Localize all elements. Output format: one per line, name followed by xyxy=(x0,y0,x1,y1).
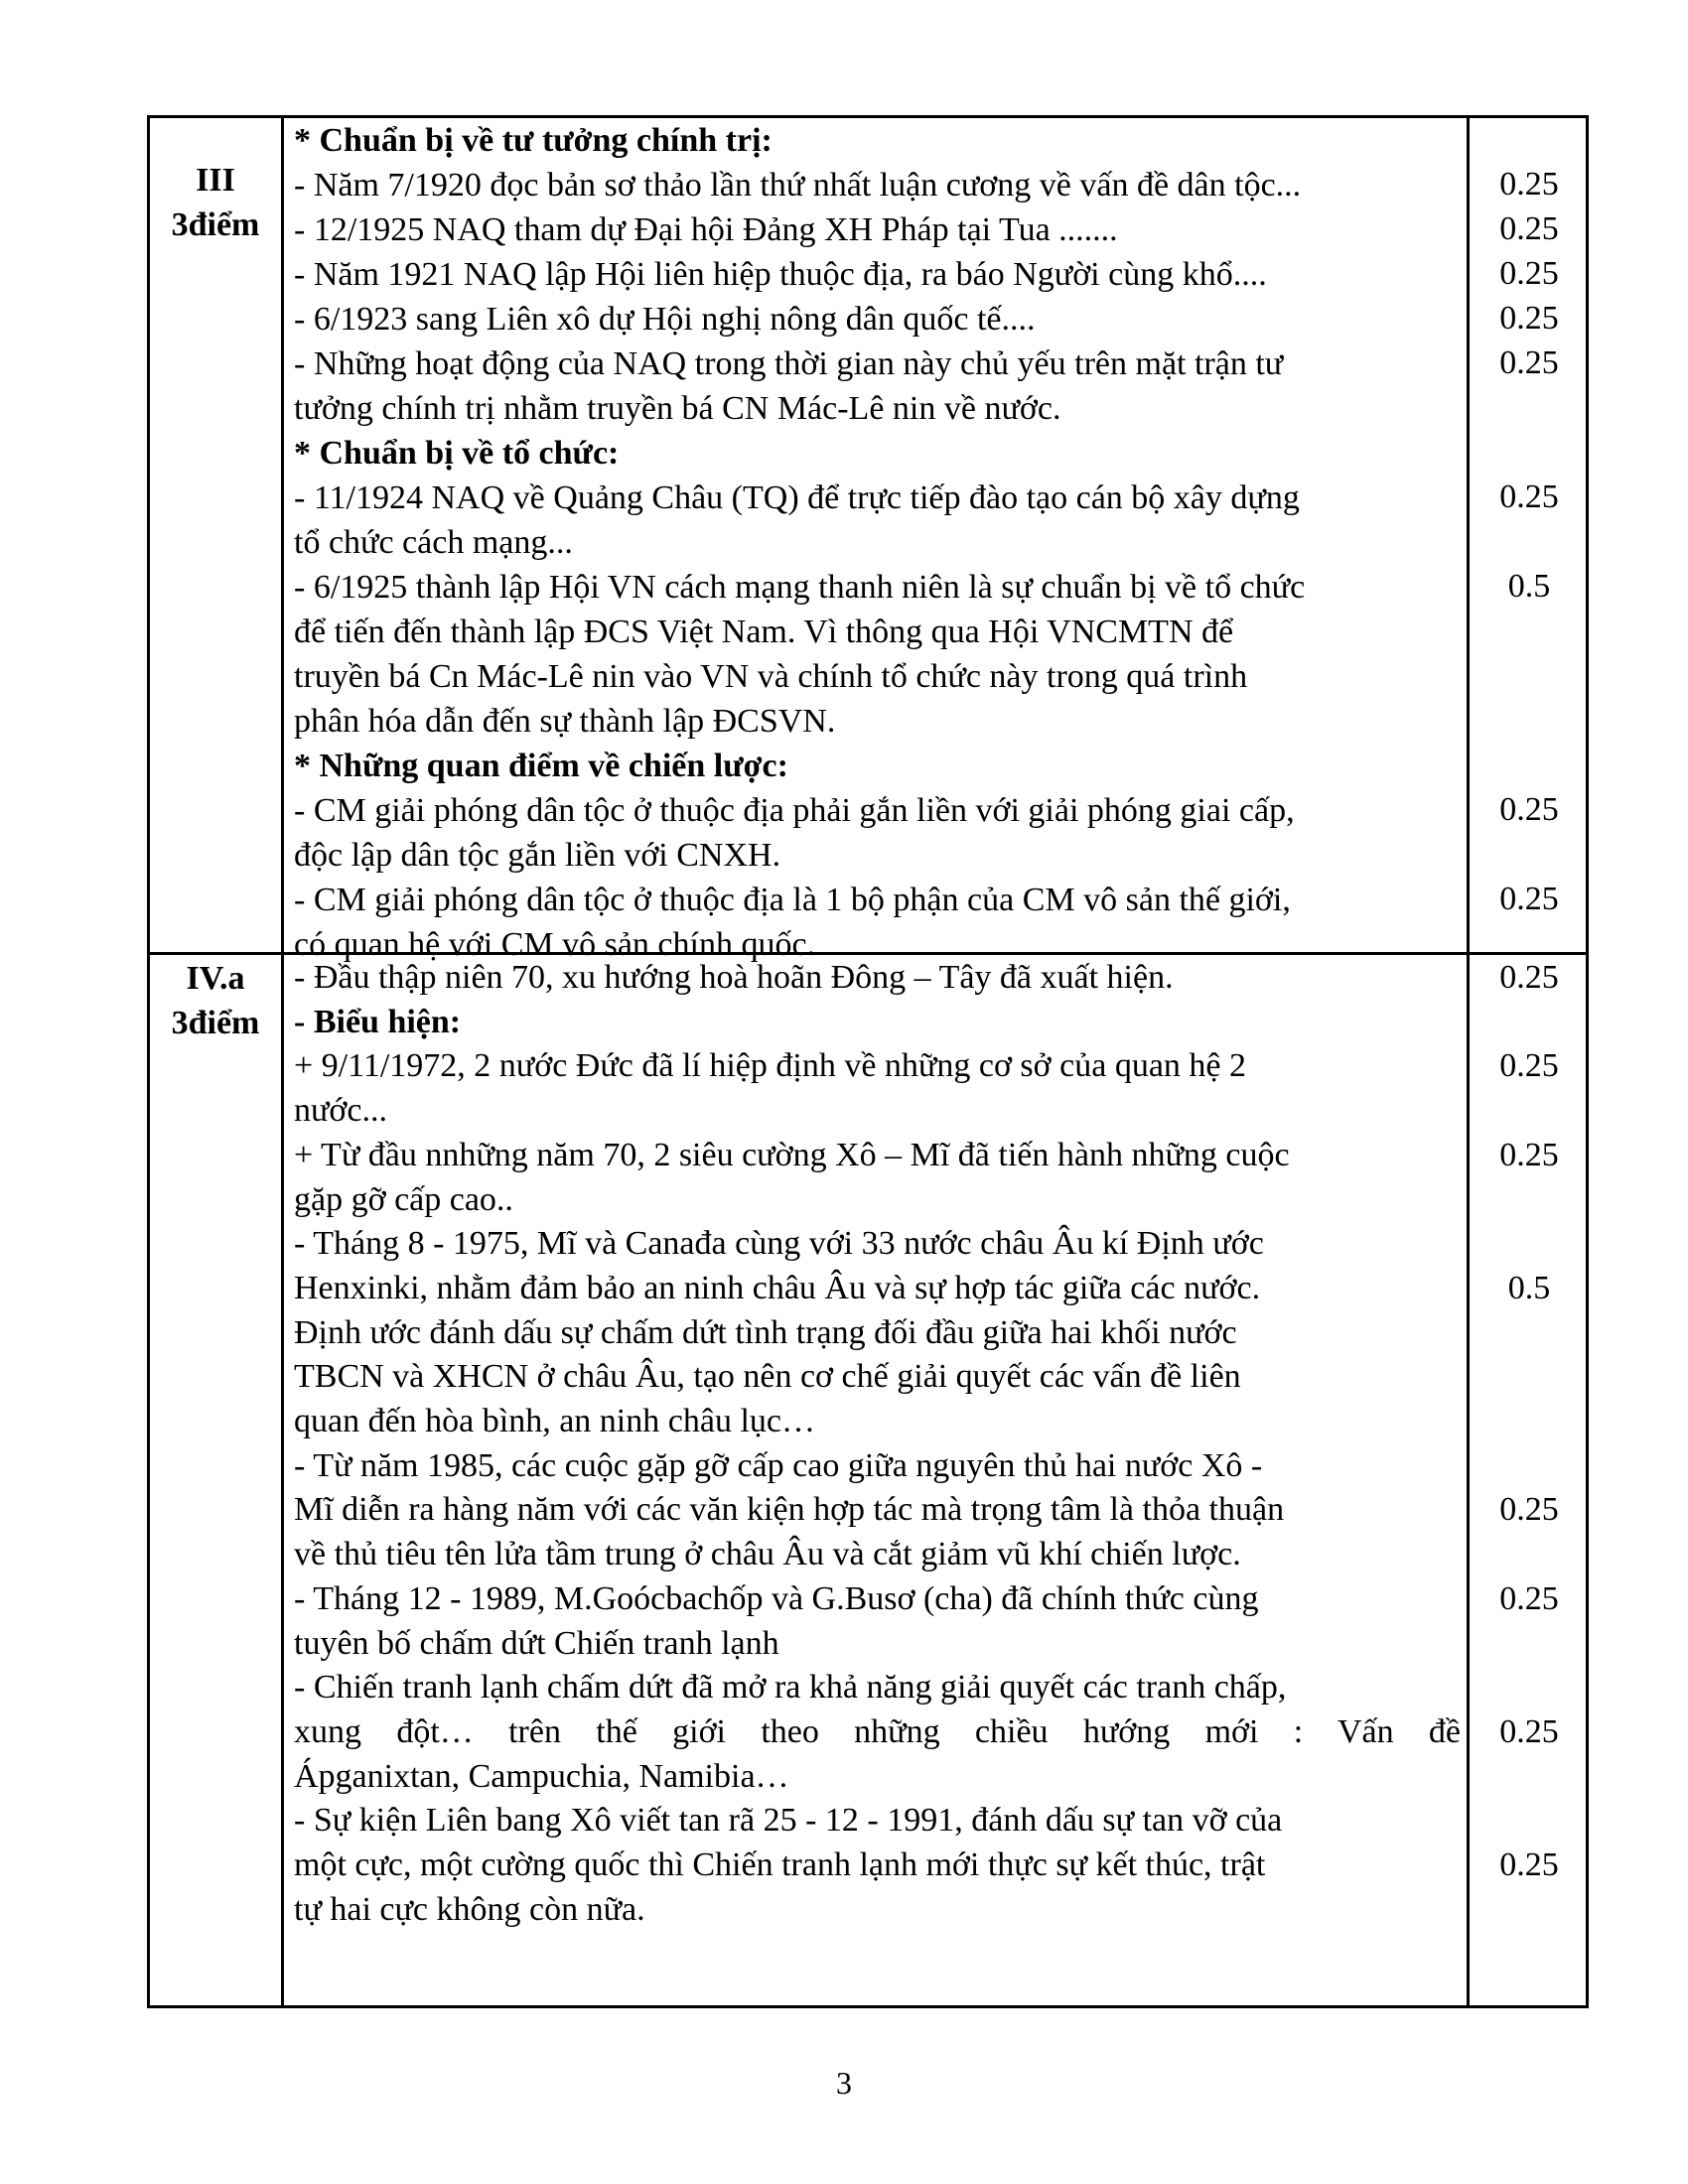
score-value: 0.25 xyxy=(1499,478,1559,515)
content-line: phân hóa dẫn đến sự thành lập ĐCSVN. xyxy=(294,703,836,740)
content-line: Định ước đánh dấu sự chấm dứt tình trạng đối đầu giữa hai khối nước xyxy=(294,1313,1237,1351)
content-line: + 9/11/1972, 2 nước Đức đã lí hiệp định về những cơ sở của quan hệ 2 xyxy=(294,1047,1247,1085)
content-line: một cực, một cường quốc thì Chiến tranh lạnh mới thực sự kết thúc, trật xyxy=(294,1846,1266,1884)
heading-strategy: * Những quan điểm về chiến lược: xyxy=(294,748,788,784)
score-value: 0.25 xyxy=(1499,1136,1559,1173)
score-value: 0.5 xyxy=(1507,568,1551,605)
content-line: - 6/1925 thành lập Hội VN cách mạng thanh niên là sự chuẩn bị về tổ chức xyxy=(294,569,1306,606)
content-line: về thủ tiêu tên lửa tầm trung ở châu Âu và cắt giảm vũ khí chiến lược. xyxy=(294,1536,1241,1573)
section-number: IV.a xyxy=(186,960,245,997)
heading-organization: * Chuẩn bị về tổ chức: xyxy=(294,435,620,472)
content-line: - Năm 1921 NAQ lập Hội liên hiệp thuộc địa, ra báo Người cùng khổ.... xyxy=(294,256,1267,293)
content-line: tổ chức cách mạng... xyxy=(294,524,573,561)
content-line: - Sự kiện Liên bang Xô viết tan rã 25 - 12 - 1991, đánh dấu sự tan vỡ của xyxy=(294,1802,1283,1840)
content-line: - Tháng 8 - 1975, Mĩ và Canađa cùng với 33 nước châu Âu kí Định ước xyxy=(294,1225,1264,1263)
page-number: 3 xyxy=(836,2065,852,2101)
section-points: 3điểm xyxy=(171,206,260,243)
content-line: độc lập dân tộc gắn liền với CNXH. xyxy=(294,837,781,874)
content-line: + Từ đầu nnhững năm 70, 2 siêu cường Xô – Mĩ đã tiến hành những cuộc xyxy=(294,1136,1290,1173)
content-line: quan đến hòa bình, an ninh châu lục… xyxy=(294,1403,815,1440)
score-value: 0.25 xyxy=(1499,300,1559,337)
content-line: - Chiến tranh lạnh chấm dứt đã mở ra khả năng giải quyết các tranh chấp, xyxy=(294,1669,1287,1706)
heading-manifestations: - Biểu hiện: xyxy=(294,1003,462,1040)
column-divider-left xyxy=(281,118,284,2005)
score-value: 0.25 xyxy=(1499,255,1559,292)
score-value: 0.25 xyxy=(1499,1047,1559,1085)
score-value: 0.25 xyxy=(1499,791,1559,828)
score-value: 0.25 xyxy=(1499,1579,1559,1617)
content-line: - Những hoạt động của NAQ trong thời gian này chủ yếu trên mặt trận tư xyxy=(294,345,1284,382)
content-line: Ápganixtan, Campuchia, Namibia… xyxy=(294,1757,789,1795)
content-line: - Đầu thập niên 70, xu hướng hoà hoãn Đông – Tây đã xuất hiện. xyxy=(294,959,1174,996)
content-line: Henxinki, nhằm đảm bảo an ninh châu Âu và sự hợp tác giữa các nước. xyxy=(294,1269,1261,1306)
content-line: - 12/1925 NAQ tham dự Đại hội Đảng XH Pháp tại Tua ....... xyxy=(294,211,1118,248)
content-line: tuyên bố chấm dứt Chiến tranh lạnh xyxy=(294,1624,779,1662)
content-line: tưởng chính trị nhằm truyền bá CN Mác-Lê nin về nước. xyxy=(294,390,1061,427)
section-number: III xyxy=(196,162,235,199)
score-value: 0.5 xyxy=(1507,1269,1551,1306)
content-line: - Năm 7/1920 đọc bản sơ thảo lần thứ nhất luận cương về vấn đề dân tộc... xyxy=(294,167,1302,204)
content-line: - 11/1924 NAQ về Quảng Châu (TQ) để trực tiếp đào tạo cán bộ xây dựng xyxy=(294,479,1300,516)
section-points: 3điểm xyxy=(171,1005,260,1041)
score-value: 0.25 xyxy=(1499,1491,1559,1529)
content-line: để tiến đến thành lập ĐCS Việt Nam. Vì thông qua Hội VNCMTN để xyxy=(294,614,1234,650)
heading-political-ideology: * Chuẩn bị về tư tưởng chính trị: xyxy=(294,122,773,159)
content-line: nước... xyxy=(294,1092,387,1130)
score-value: 0.25 xyxy=(1499,1846,1559,1883)
content-line: - Tháng 12 - 1989, M.Goócbachốp và G.Busơ (cha) đã chính thức cùng xyxy=(294,1579,1259,1617)
content-line: - CM giải phóng dân tộc ở thuộc địa là 1 bộ phận của CM vô sản thế giới, xyxy=(294,882,1291,918)
score-value: 0.25 xyxy=(1499,959,1559,996)
score-value: 0.25 xyxy=(1499,210,1559,247)
content-line: gặp gỡ cấp cao.. xyxy=(294,1180,513,1218)
score-value: 0.25 xyxy=(1499,1712,1559,1750)
content-line: - CM giải phóng dân tộc ở thuộc địa phải gắn liền với giải phóng giai cấp, xyxy=(294,792,1295,829)
section-content-III xyxy=(294,118,1461,967)
score-value: 0.25 xyxy=(1499,344,1559,381)
content-line: TBCN và XHCN ở châu Âu, tạo nên cơ chế giải quyết các vấn đề liên xyxy=(294,1358,1241,1396)
score-value: 0.25 xyxy=(1499,166,1559,203)
answer-table xyxy=(147,115,1589,2008)
content-line: có quan hệ với CM vô sản chính quốc. xyxy=(294,926,816,963)
section-content-IVa xyxy=(294,956,1461,1932)
section-label-III xyxy=(150,158,281,247)
content-line-justified: xung đột… trên thế giới theo những chiều hướng mới : Vấn đề xyxy=(294,1712,1461,1750)
content-line: Mĩ diễn ra hàng năm với các văn kiện hợp tác mà trọng tâm là thỏa thuận xyxy=(294,1491,1285,1529)
content-line: - 6/1923 sang Liên xô dự Hội nghị nông dân quốc tế.... xyxy=(294,301,1036,338)
content-line: tự hai cực không còn nữa. xyxy=(294,1890,645,1928)
score-value: 0.25 xyxy=(1499,881,1559,917)
section-label-IVa xyxy=(150,956,281,1045)
content-line: truyền bá Cn Mác-Lê nin vào VN và chính tổ chức này trong quá trình xyxy=(294,658,1248,695)
content-line: - Từ năm 1985, các cuộc gặp gỡ cấp cao giữa nguyên thủ hai nước Xô - xyxy=(294,1446,1263,1484)
